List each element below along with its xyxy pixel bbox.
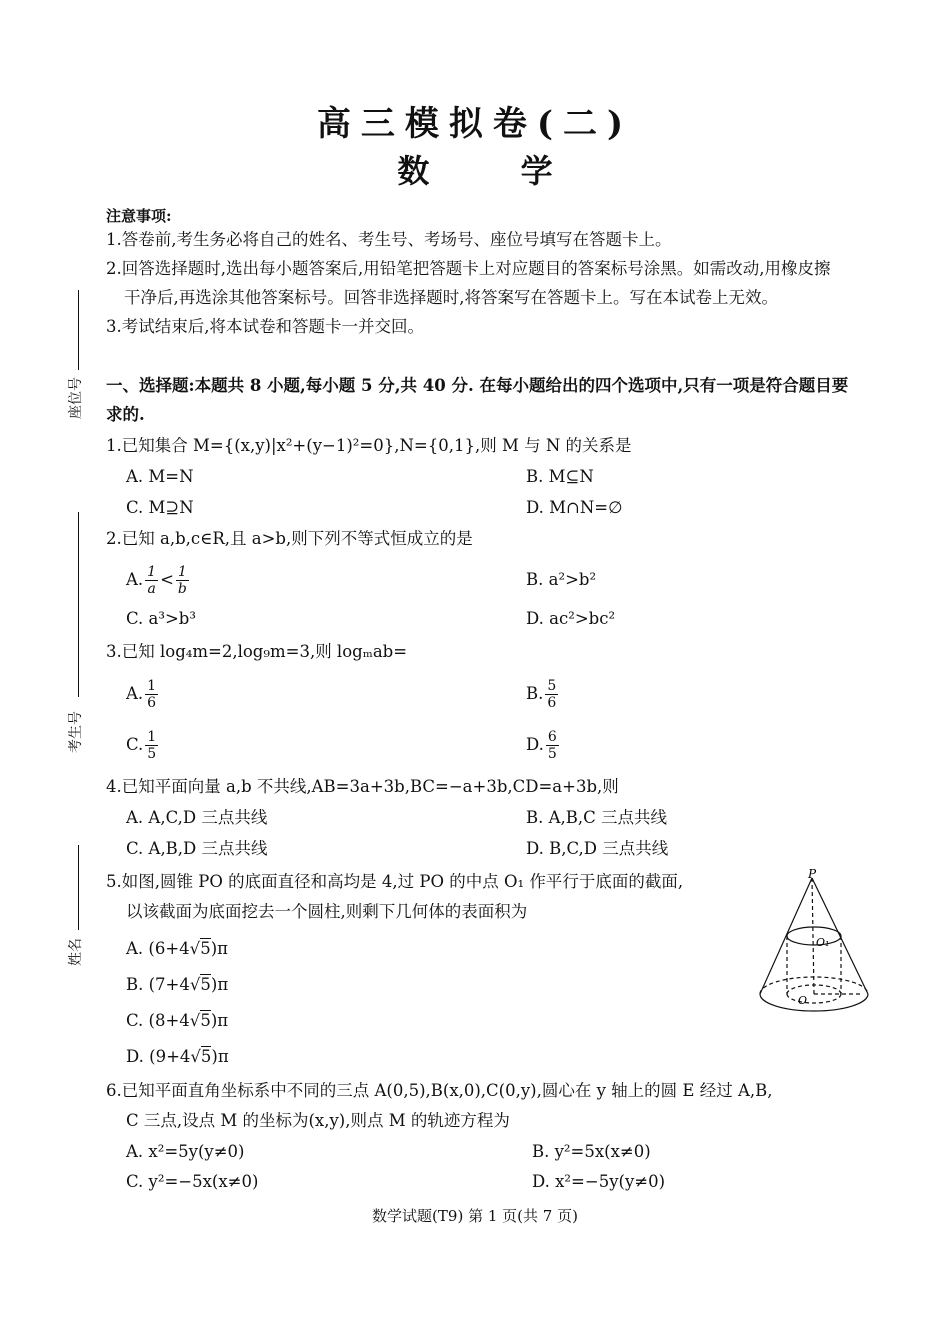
sqrt-icon: √ — [190, 1047, 201, 1066]
q3-a-frac — [145, 678, 158, 711]
figure-label-p: P — [808, 867, 817, 881]
name-label: 姓名 — [68, 938, 84, 966]
q5-a-post: )π — [210, 939, 228, 958]
q3-a-num: 1 — [147, 677, 157, 694]
q2-option-d: D. ac²>bc² — [526, 609, 616, 628]
q5-option-c — [126, 1010, 228, 1032]
q2-a-prefix: A. — [126, 570, 144, 589]
exam-title: 高三模拟卷(二) — [316, 104, 634, 144]
note-item-2: 2.回答选择题时,选出每小题答案后,用铅笔把答题卡上对应题目的答案标号涂黑。如需改动,用橡皮擦 — [106, 259, 831, 278]
q4-option-a: A. A,C,D 三点共线 — [126, 808, 268, 827]
note-item-1: 1.答卷前,考生务必将自己的姓名、考生号、考场号、座位号填写在答题卡上。 — [106, 230, 672, 249]
q2-option-c: C. a³>b³ — [126, 609, 196, 628]
q2-stem: 2.已知 a,b,c∈R,且 a>b,则下列不等式恒成立的是 — [106, 529, 473, 548]
q3-option-c — [126, 725, 160, 765]
q2-option-b: B. a²>b² — [526, 570, 597, 589]
q4-stem: 4.已知平面向量 a,b 不共线,AB=3a+3b,BC=−a+3b,CD=a+3b,则 — [106, 777, 619, 796]
q2-a-num1: 1 — [147, 563, 157, 580]
q3-d-den: 5 — [547, 745, 557, 762]
q5-d-rad: 5 — [200, 1047, 212, 1066]
note-item-2-cont: 干净后,再选涂其他答案标号。回答非选择题时,将答案写在答题卡上。写在本试卷上无效。 — [124, 288, 778, 307]
q3-stem: 3.已知 log₄m=2,log₉m=3,则 logₘab= — [106, 642, 408, 661]
q5-d-pre: D. (9+4 — [126, 1047, 191, 1066]
cylinder-bottom-front — [787, 994, 841, 1003]
q6-stem-line1: 6.已知平面直角坐标系中不同的三点 A(0,5),B(x,0),C(0,y),圆心在 y 轴上的圆 E 经过 A,B, — [106, 1081, 773, 1100]
q5-b-pre: B. (7+4 — [126, 975, 190, 994]
q1-option-b: B. M⊆N — [526, 467, 594, 486]
q6-option-d: D. x²=−5y(y≠0) — [532, 1172, 666, 1191]
q5-b-rad: 5 — [200, 975, 211, 994]
q1-option-a: A. M=N — [126, 467, 194, 486]
exam-number-label: 考生号 — [68, 711, 84, 753]
q5-stem-line2: 以该截面为底面挖去一个圆柱,则剩下几何体的表面积为 — [126, 902, 528, 921]
q2-option-a — [126, 560, 191, 600]
q3-option-b — [526, 674, 560, 714]
q3-b-frac — [545, 678, 558, 711]
q5-a-pre: A. (6+4 — [126, 939, 190, 958]
seat-number-label: 座位号 — [68, 377, 84, 419]
q5-option-d — [126, 1046, 229, 1068]
q3-d-num: 6 — [547, 728, 557, 745]
q2-a-rel: < — [160, 570, 174, 589]
q3-option-a — [126, 674, 160, 714]
q3-b-den: 6 — [547, 694, 557, 711]
q5-d-post: )π — [211, 1047, 229, 1066]
q3-d-prefix: D. — [526, 735, 544, 754]
name-line — [78, 845, 79, 930]
q3-a-prefix: A. — [126, 684, 144, 703]
q2-a-den1: a — [147, 580, 156, 597]
q3-d-frac — [546, 729, 559, 762]
sqrt-icon: √ — [189, 975, 201, 994]
q3-b-prefix: B. — [526, 684, 544, 703]
q3-c-num: 1 — [147, 728, 157, 745]
q2-a-num2: 1 — [177, 563, 187, 580]
q1-option-c: C. M⊇N — [126, 498, 194, 517]
q3-c-prefix: C. — [126, 735, 144, 754]
q3-a-den: 6 — [147, 694, 157, 711]
q4-option-c: C. A,B,D 三点共线 — [126, 839, 268, 858]
cone-figure — [750, 866, 880, 1026]
q5-c-post: )π — [210, 1011, 229, 1030]
q4-option-b: B. A,B,C 三点共线 — [526, 808, 668, 827]
exam-number-line — [78, 512, 79, 697]
q6-option-a: A. x²=5y(y≠0) — [126, 1142, 245, 1161]
q5-c-rad: 5 — [200, 1011, 211, 1030]
q5-b-post: )π — [210, 975, 229, 994]
section-heading-cont: 求的. — [106, 405, 145, 424]
sqrt-icon: √ — [189, 939, 201, 958]
q6-option-c: C. y²=−5x(x≠0) — [126, 1172, 259, 1191]
note-item-3: 3.考试结束后,将本试卷和答题卡一并交回。 — [106, 317, 424, 336]
q6-stem-line2: C 三点,设点 M 的坐标为(x,y),则点 M 的轨迹方程为 — [126, 1111, 510, 1130]
q4-option-d: D. B,C,D 三点共线 — [526, 839, 669, 858]
figure-label-o: O — [798, 994, 808, 1007]
q5-c-pre: C. (8+4 — [126, 1011, 190, 1030]
page-footer: 数学试题(T9) 第 1 页(共 7 页) — [372, 1207, 578, 1225]
subject-title: 数 学 — [397, 152, 593, 190]
q3-b-num: 5 — [547, 677, 557, 694]
sqrt-icon: √ — [189, 1011, 201, 1030]
q5-stem-line1: 5.如图,圆锥 PO 的底面直径和高均是 4,过 PO 的中点 O₁ 作平行于底面的截面, — [106, 872, 684, 891]
q5-option-a — [126, 938, 228, 960]
q5-option-b — [126, 974, 228, 996]
section-heading: 一、选择题:本题共 8 小题,每小题 5 分,共 40 分. 在每小题给出的四个选项中,只有一项是符合题目要 — [106, 376, 849, 395]
q6-option-b: B. y²=5x(x≠0) — [532, 1142, 651, 1161]
q2-a-frac1 — [145, 564, 158, 597]
seat-line — [78, 290, 79, 370]
q1-option-d: D. M∩N=∅ — [526, 498, 623, 517]
cylinder-top-ellipse — [787, 927, 841, 945]
q3-option-d — [526, 725, 561, 765]
figure-label-o1: O₁ — [816, 936, 830, 949]
q2-a-den2: b — [177, 580, 187, 597]
q2-a-frac2 — [176, 564, 189, 597]
notes-heading: 注意事项: — [106, 207, 172, 225]
q3-c-frac — [145, 729, 158, 762]
q3-c-den: 5 — [147, 745, 157, 762]
q1-stem: 1.已知集合 M={(x,y)|x²+(y−1)²=0},N={0,1},则 M 与 N 的关系是 — [106, 436, 632, 455]
q5-a-rad: 5 — [200, 939, 211, 958]
cone-left-edge — [760, 878, 812, 994]
